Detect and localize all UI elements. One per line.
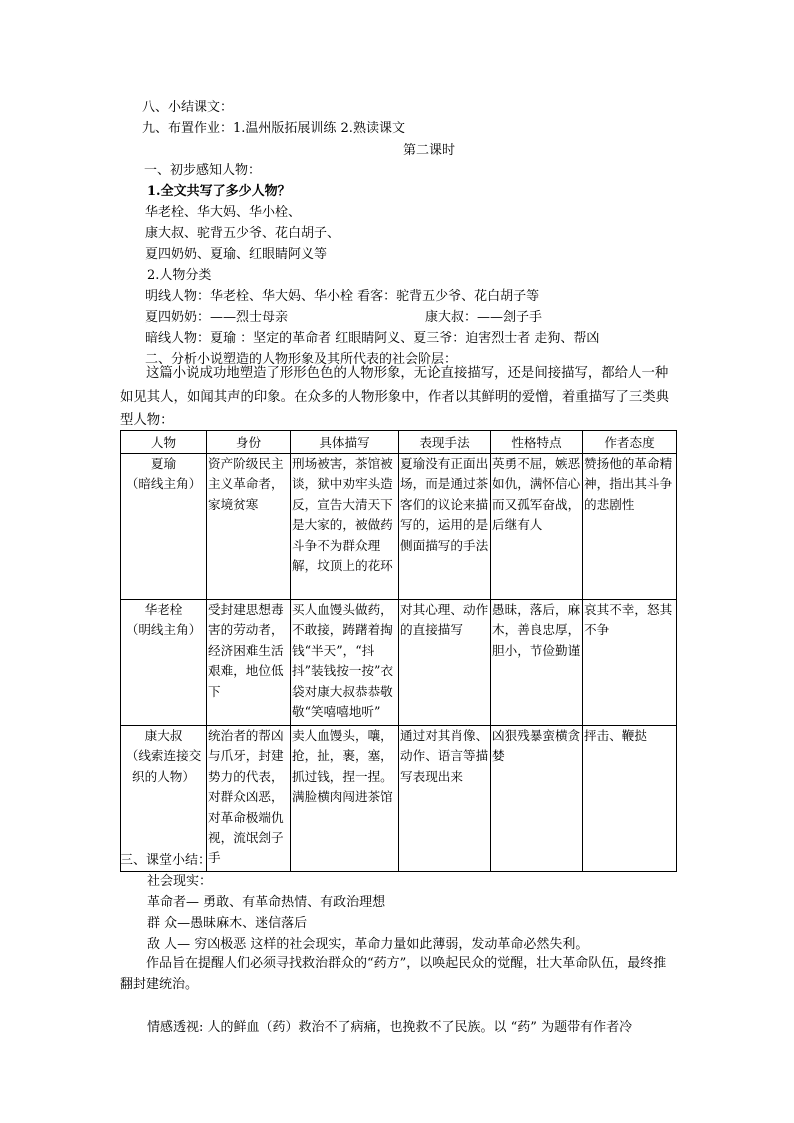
header-attitude: 作者态度 bbox=[583, 431, 677, 454]
revolutionary-summary: 革命者— 勇敢、有革命热情、有政治理想 bbox=[147, 895, 386, 910]
table-row bbox=[121, 726, 677, 872]
social-reality-label: 社会现实： bbox=[147, 874, 213, 889]
enemy-summary: 敌 人— 穷凶极恶 这样的社会现实，革命力量如此薄弱，发动革命必然失利。 bbox=[147, 937, 589, 952]
section-9-homework: 九、布置作业：1.温州版拓展训练 2.熟读课文 bbox=[142, 121, 405, 136]
cell-depiction: 刑场被害，茶馆被谈，狱中劝牢头造反，宣告大清天下是大家的，被做药斗争不为群众理解，坟顶上的花环 bbox=[291, 454, 399, 600]
cell-depiction: 卖人血馒头，嚷，抢，扯，裹，塞，抓过钱，捏一捏。满脸横肉闯进茶馆 bbox=[291, 726, 399, 872]
cell-personality: 英勇不屈，嫉恶如仇，满怀信心而又孤军奋战，后继有人 bbox=[491, 454, 583, 600]
cell-identity: 受封建思想毒害的劳动者，经济困难生活艰难，地位低下 bbox=[207, 600, 291, 726]
character-name: 夏瑜 bbox=[150, 456, 177, 471]
cell-personality: 愚昧，落后，麻木，善良忠厚，胆小，节俭勤谨 bbox=[491, 600, 583, 726]
character-analysis-table bbox=[120, 430, 677, 872]
cell-attitude: 哀其不幸，怒其不争 bbox=[583, 600, 677, 726]
character-role: （明线主角） bbox=[125, 622, 202, 638]
character-names-line-1: 华老栓、华大妈、华小栓、 bbox=[145, 205, 302, 220]
cell-technique: 对其心理、动作的直接描写 bbox=[399, 600, 491, 726]
classification-dark-line: 暗线人物：夏瑜 ：坚定的革命者 红眼睛阿义、夏三爷：迫害烈士者 走狗、帮凶 bbox=[145, 331, 600, 346]
character-name: 华老栓 bbox=[144, 602, 183, 617]
cell-technique: 夏瑜没有正面出场，而是通过茶客们的议论来描写的，运用的是侧面描写的手法 bbox=[399, 454, 491, 600]
character-names-line-3: 夏四奶奶、夏瑜、红眼睛阿义等 bbox=[145, 247, 328, 262]
part3-heading: 三、课堂小结： bbox=[120, 853, 212, 868]
session-title: 第二课时 bbox=[403, 143, 456, 158]
section-8-summary: 八、小结课文： bbox=[142, 100, 234, 115]
cell-character bbox=[121, 600, 207, 726]
classification-mother: 夏四奶奶：——烈士母亲 bbox=[145, 310, 289, 325]
part1-heading: 一、初步感知人物： bbox=[144, 163, 262, 178]
classification-executioner: 康大叔：——刽子手 bbox=[425, 310, 543, 325]
character-name: 康大叔 bbox=[144, 728, 183, 743]
cell-personality: 凶狠残暴蛮横贪婪 bbox=[491, 726, 583, 872]
cell-attitude: 抨击、鞭挞 bbox=[583, 726, 677, 872]
question-2: 2.人物分类 bbox=[147, 268, 212, 283]
part2-heading: 二、分析小说塑造的人物形象及其所代表的社会阶层： bbox=[145, 352, 458, 367]
table-row bbox=[121, 600, 677, 726]
character-names-line-2: 康大叔、驼背五少爷、花白胡子、 bbox=[145, 226, 341, 241]
table-header-row bbox=[121, 431, 677, 454]
part2-intro: 这篇小说成功地塑造了形形色色的人物形象，无论直接描写，还是间接描写，都给人一种如见其人，如闻其声的印象。在众多的人物形象中，作者以其鲜明的爱憎，着重描写了三类典型人物： bbox=[120, 366, 670, 428]
work-purpose: 作品旨在提醒人们必须寻找救治群众的“药方”，以唤起民众的觉醒，壮大革命队伍，最终推翻封建统治。 bbox=[120, 956, 667, 992]
cell-depiction: 买人血馒头做药，不敢接，踌躇着掏钱“半天”，“抖抖”装钱按一按”衣袋对康大叔恭恭敬敬“笑嘻嘻地听” bbox=[291, 600, 399, 726]
cell-identity: 统治者的帮凶与爪牙，封建势力的代表，对群众凶恶，对革命极端仇视，流氓刽子手 bbox=[207, 726, 291, 872]
masses-summary: 群 众—愚昧麻木、迷信落后 bbox=[147, 916, 308, 931]
emotional-insight: 情感透视: 人的鲜血（药）救治不了病痛，也挽救不了民族。以 “药” 为题带有作者冷 bbox=[147, 1020, 633, 1035]
cell-identity: 资产阶级民主主义革命者，家境贫寒 bbox=[207, 454, 291, 600]
cell-character bbox=[121, 454, 207, 600]
cell-attitude: 赞扬他的革命精神，指出其斗争的悲剧性 bbox=[583, 454, 677, 600]
header-personality: 性格特点 bbox=[491, 431, 583, 454]
cell-character bbox=[121, 726, 207, 872]
header-character: 人物 bbox=[121, 431, 207, 454]
character-role: （线索连接交织的人物） bbox=[125, 748, 202, 784]
character-role: （暗线主角） bbox=[125, 476, 202, 492]
header-depiction: 具体描写 bbox=[291, 431, 399, 454]
header-technique: 表现手法 bbox=[399, 431, 491, 454]
table-row bbox=[121, 454, 677, 600]
question-1: 1.全文共写了多少人物？ bbox=[147, 184, 291, 199]
cell-technique: 通过对其肖像、动作、语言等描写表现出来 bbox=[399, 726, 491, 872]
header-identity: 身份 bbox=[207, 431, 291, 454]
classification-bright-line: 明线人物：华老栓、华大妈、华小栓 看客：驼背五少爷、花白胡子等 bbox=[145, 289, 540, 304]
